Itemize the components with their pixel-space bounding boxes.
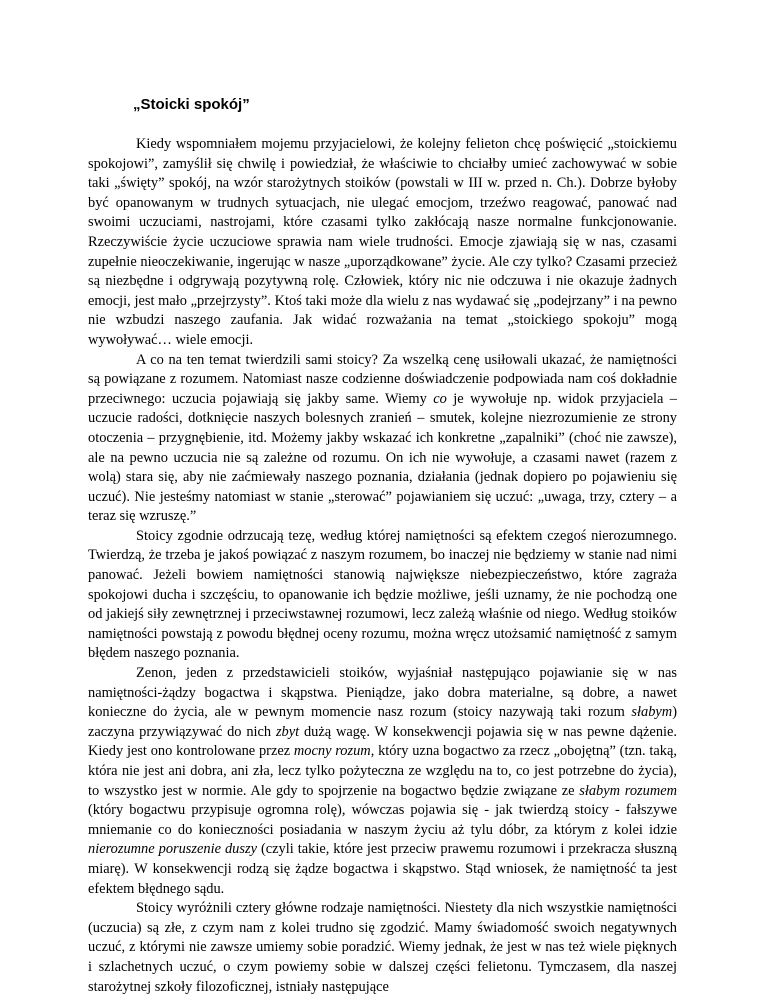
article-title: „Stoicki spokój” [133,96,250,113]
text-run: dużą wagę. W konsekwencji pojawia się w nas pewne dążenie. Kiedy jest ono kontrolowane przez [88,723,678,760]
paragraph [88,899,677,997]
text-run: Stoicy wyróżnili cztery główne rodzaje namiętności. Niestety dla nich wszystkie namiętności (uczucia) są złe, z czym nam z kolei trudno się zgodzić. Mamy świadomość swoich negatywnych uczuć, z którymi nie zawsze umiemy sobie poradzić. Wiemy jednak, że jest w nas też wiele pięknych i szlachetnych uczuć, o czym powiemy sobie w dalszej części felietonu. Tymczasem, dla naszej starożytnej szkoły filozoficznej, istniały następujące [88,900,677,995]
emphasis-text: nierozumne poruszenie duszy [88,841,257,858]
text-run: Kiedy wspomniałem mojemu przyjacielowi, że kolejny felieton chcę poświęcić „stoickiemu spokojowi”, zamyślił się chwilę i powiedział, że właściwie to chciałby umieć zachowywać w sobie taki „święty” spokój, na wzór starożytnych stoików (powstali w III w. przed n. Ch.). Dobrze byłoby być opanowanym w trudnych sytuacjach, nie ulegać emocjom, trzeźwo reagować, panować nad swoimi uczuciami, nastrojami, które czasami tylko zakłócają nasze normalne funkcjonowanie. Rzeczywiście życie uczuciowe sprawia nam wiele trudności. Emocje zjawiają się w nas, czasami zupełnie nieoczekiwanie, ingerując w nasze „uporządkowane” życie. Ale czy tylko? Czasami przecież są niezbędne i odgrywają pozytywną rolę. Człowiek, który nic nie odczuwa i nie okazuje żadnych emocji, jest mało „przejrzysty”. Ktoś taki może dla wielu z nas wydawać się „podejrzany” i na pewno nie wzbudzi naszego zaufania. Jak widać rozważania na temat „stoickiego spokoju” mogą wywoływać… wiele emocji. [88,136,677,348]
text-run: , który uzna bogactwo za rzecz „obojętną” (tzn. taką, która nie jest ani dobra, ani zła, lecz tylko pożyteczna ze względu na to, co jest potrzebne do życia), to wszystko jest w normie. Ale gdy to spojrzenie na bogactwo będzie związane ze [88,743,677,799]
text-run: je wywołuje np. widok przyjaciela – uczucie radości, dotknięcie naszych bolesnych zranień – smutek, kolejne niezrozumienie ze strony otoczenia – przygnębienie, itd. Możemy jakby wskazać ich konkretne „zapalniki” (choć nie zawsze), ale na pewno uczucia nie są zależne od rozumu. On ich nie wywołuje, a czasami nawet (razem z wolą) stara się, aby nie zaćmiewały naszego poznania, działania (jednak dopiero po pojawieniu się uczuć). Nie jesteśmy natomiast w stanie „sterować” pojawianiem się uczuć: „uwaga, trzy, cztery – a teraz się wzruszę.” [88,390,678,525]
text-run: (czyli takie, które jest przeciw prawemu rozumowi i przekracza słuszną miarę). W konsekwencji rodzą się żądze bogactwa i skąpstwo. Stąd wniosek, że namiętność ta jest efektem błędnego sądu. [88,841,677,897]
text-run: A co na ten temat twierdzili sami stoicy? Za wszelką cenę usiłowali ukazać, że namiętności są powiązane z rozumem. Natomiast nasze codzienne doświadczenie podpowiada nam coś dokładnie przeciwnego: uczucia pojawiają się jakby same. Wiemy [88,351,677,407]
text-run: Stoicy zgodnie odrzucają tezę, według której namiętności są efektem czegoś nierozumnego. Twierdzą, że trzeba je jakoś powiązać z naszym rozumem, bo inaczej nie będziemy w stanie nad nimi panować. Jeżeli bowiem namiętności stanowią największe niebezpieczeństwo, które zagraża spokojowi ducha i szczęściu, to opanowanie ich będzie możliwe, jeśli uznamy, że nie pochodzą one od jakiejś siły zewnętrznej i przeciwstawnej rozumowi, lecz zależą właśnie od niego. Według stoików namiętności powstają z powodu błędnej oceny rozumu, można wręcz utożsamić namiętność z samym błędem naszego poznania. [88,527,677,662]
article-body [88,135,677,997]
emphasis-text: co [433,390,447,407]
emphasis-text: zbyt [275,723,300,740]
paragraph [88,135,677,351]
emphasis-text: słabym [631,704,673,721]
paragraph [88,664,677,899]
text-run: (który bogactwu przypisuje ogromna rolę), wówczas pojawia się - jak twierdzą stoicy - fałszywe mniemanie co do konieczności posiadania w naszym życiu aż tylu dóbr, za którym z kolei idzie [88,802,677,838]
text-run: Zenon, jeden z przedstawicieli stoików, wyjaśniał następująco pojawianie się w nas namiętności-żądzy bogactwa i skąpstwa. Pieniądze, jako dobra materialne, są dobre, a nawet konieczne do życia, ale w pewnym momencie nasz rozum (stoicy nazywają taki rozum [88,665,677,721]
paragraph [88,351,677,527]
emphasis-text: mocny rozum [293,743,371,760]
text-run: ) zaczyna przywiązywać do nich [88,704,677,740]
paragraph [88,527,677,664]
emphasis-text: słabym rozumem [579,782,677,799]
